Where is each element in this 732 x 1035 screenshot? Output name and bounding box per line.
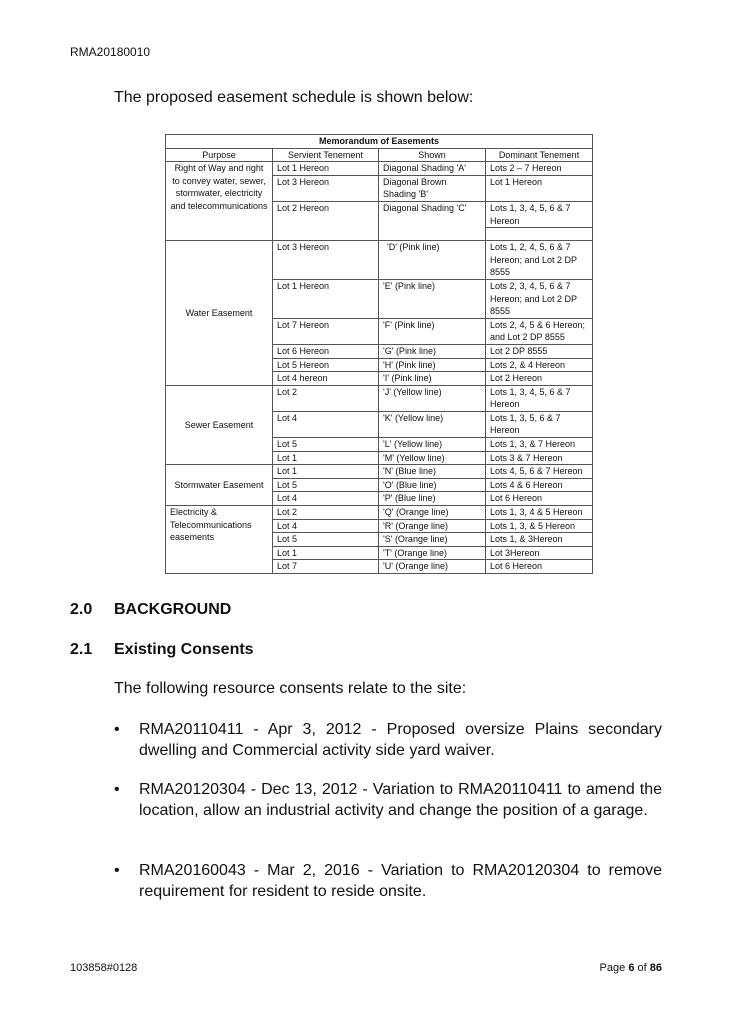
dominant-cell: Lots 1, 3, & 7 Hereon <box>486 438 593 452</box>
servient-cell: Lot 1 <box>273 451 379 465</box>
purpose-cell: Right of Way and right to convey water, sewer, stormwater, electricity and telecommunications <box>166 162 273 241</box>
servient-cell: Lot 1 <box>273 465 379 479</box>
table-row <box>166 385 593 411</box>
servient-cell: Lot 1 Hereon <box>273 162 379 176</box>
page-number <box>600 962 662 974</box>
dominant-cell: Lot 3Hereon <box>486 546 593 560</box>
page-label: Page <box>599 962 626 974</box>
shown-cell: 'N' (Blue line) <box>379 465 486 479</box>
shown-cell: 'R' (Orange line) <box>379 519 486 533</box>
table-row <box>166 162 593 176</box>
dominant-cell: Lot 2 DP 8555 <box>486 344 593 358</box>
shown-cell: Diagonal Shading 'A' <box>379 162 486 176</box>
shown-cell: Diagonal Shading 'C' <box>379 201 486 240</box>
shown-cell: 'S' (Orange line) <box>379 533 486 547</box>
list-item-text: RMA20110411 - Apr 3, 2012 - Proposed oversize Plains secondary dwelling and Commercial activity side yard waiver. <box>139 721 662 759</box>
purpose-cell: Water Easement <box>166 241 273 386</box>
easement-table <box>165 134 593 574</box>
consents-intro-text: The following resource consents relate to the site: <box>114 680 467 697</box>
servient-cell: Lot 6 Hereon <box>273 344 379 358</box>
servient-cell: Lot 5 <box>273 438 379 452</box>
table-row <box>166 241 593 280</box>
dominant-cell: Lots 1, 3, 4, 5, 6 & 7 Hereon <box>486 201 593 227</box>
shown-cell: 'K' (Yellow line) <box>379 411 486 437</box>
shown-cell: 'D' (Pink line) <box>379 241 486 280</box>
empty-cell <box>486 228 593 241</box>
shown-cell: 'M' (Yellow line) <box>379 451 486 465</box>
servient-cell: Lot 2 <box>273 506 379 520</box>
dominant-cell: Lots 2, 4, 5 & 6 Hereon; and Lot 2 DP 8555 <box>486 318 593 344</box>
servient-cell: Lot 5 <box>273 478 379 492</box>
shown-cell: 'J' (Yellow line) <box>379 385 486 411</box>
table-title: Memorandum of Easements <box>166 135 593 149</box>
list-item <box>114 780 662 821</box>
servient-cell: Lot 5 <box>273 533 379 547</box>
servient-cell: Lot 1 Hereon <box>273 279 379 318</box>
page-of-label: of <box>637 962 647 974</box>
section-number: 2.0 <box>70 601 93 618</box>
servient-cell: Lot 4 hereon <box>273 372 379 386</box>
shown-cell: 'E' (Pink line) <box>379 279 486 318</box>
table-row <box>166 465 593 479</box>
purpose-cell: Electricity & Telecommunications easements <box>166 506 273 574</box>
dominant-cell: Lots 1, 2, 4, 5, 6 & 7 Hereon; and Lot 2 DP 8555 <box>486 241 593 280</box>
shown-cell: 'F' (Pink line) <box>379 318 486 344</box>
shown-cell: 'U' (Orange line) <box>379 560 486 574</box>
shown-cell: 'H' (Pink line) <box>379 358 486 372</box>
table-row <box>166 506 593 520</box>
dominant-cell: Lot 6 Hereon <box>486 560 593 574</box>
servient-cell: Lot 1 <box>273 546 379 560</box>
shown-cell: 'P' (Blue line) <box>379 492 486 506</box>
footer-doc-id: 103858#0128 <box>70 962 138 974</box>
servient-cell: Lot 2 <box>273 385 379 411</box>
dominant-cell: Lots 1, 3, 5, 6 & 7 Hereon <box>486 411 593 437</box>
intro-text: The proposed easement schedule is shown below: <box>114 89 474 106</box>
servient-cell: Lot 4 <box>273 411 379 437</box>
page-current: 6 <box>628 962 635 974</box>
shown-cell: 'I' (Pink line) <box>379 372 486 386</box>
bullet-icon: • <box>114 862 120 879</box>
table-header-row <box>166 148 593 162</box>
column-header: Purpose <box>166 148 273 162</box>
servient-cell: Lot 4 <box>273 519 379 533</box>
list-item <box>114 861 662 902</box>
shown-cell: Diagonal Brown Shading 'B' <box>379 175 486 201</box>
shown-cell: 'G' (Pink line) <box>379 344 486 358</box>
list-item-text: RMA20160043 - Mar 2, 2016 - Variation to RMA20120304 to remove requirement for resident to reside onsite. <box>139 862 662 900</box>
shown-cell: 'L' (Yellow line) <box>379 438 486 452</box>
shown-cell: 'O' (Blue line) <box>379 478 486 492</box>
servient-cell: Lot 2 Hereon <box>273 201 379 240</box>
document-reference: RMA20180010 <box>70 45 151 59</box>
page-total: 86 <box>649 962 662 974</box>
shown-cell: 'Q' (Orange line) <box>379 506 486 520</box>
dominant-cell: Lot 1 Hereon <box>486 175 593 201</box>
servient-cell: Lot 3 Hereon <box>273 241 379 280</box>
dominant-cell: Lots 4 & 6 Hereon <box>486 478 593 492</box>
shown-cell: 'T' (Orange line) <box>379 546 486 560</box>
column-header: Dominant Tenement <box>486 148 593 162</box>
column-header: Shown <box>379 148 486 162</box>
list-item-text: RMA20120304 - Dec 13, 2012 - Variation to RMA20110411 to amend the location, allow an industrial activity and change the position of a garage. <box>139 781 662 819</box>
dominant-cell: Lots 1, 3, & 5 Hereon <box>486 519 593 533</box>
dominant-cell: Lots 1, 3, 4, 5, 6 & 7 Hereon <box>486 385 593 411</box>
bullet-icon: • <box>114 781 120 798</box>
dominant-cell: Lots 4, 5, 6 & 7 Hereon <box>486 465 593 479</box>
section-title: Existing Consents <box>114 641 254 658</box>
dominant-cell: Lots 3 & 7 Hereon <box>486 451 593 465</box>
dominant-cell: Lots 1, & 3Hereon <box>486 533 593 547</box>
purpose-cell: Sewer Easement <box>166 385 273 465</box>
servient-cell: Lot 7 Hereon <box>273 318 379 344</box>
dominant-cell: Lots 2, 3, 4, 5, 6 & 7 Hereon; and Lot 2 DP 8555 <box>486 279 593 318</box>
servient-cell: Lot 3 Hereon <box>273 175 379 201</box>
purpose-cell: Stormwater Easement <box>166 465 273 506</box>
servient-cell: Lot 7 <box>273 560 379 574</box>
bullet-icon: • <box>114 721 120 738</box>
dominant-cell: Lot 6 Hereon <box>486 492 593 506</box>
dominant-cell: Lots 2 – 7 Hereon <box>486 162 593 176</box>
servient-cell: Lot 5 Hereon <box>273 358 379 372</box>
servient-cell: Lot 4 <box>273 492 379 506</box>
table-title-row <box>166 135 593 149</box>
section-title: BACKGROUND <box>114 601 232 618</box>
dominant-cell: Lots 2, & 4 Hereon <box>486 358 593 372</box>
section-number: 2.1 <box>70 641 93 658</box>
list-item <box>114 720 662 761</box>
dominant-cell: Lots 1, 3, 4 & 5 Hereon <box>486 506 593 520</box>
dominant-cell: Lot 2 Hereon <box>486 372 593 386</box>
column-header: Servient Tenement <box>273 148 379 162</box>
